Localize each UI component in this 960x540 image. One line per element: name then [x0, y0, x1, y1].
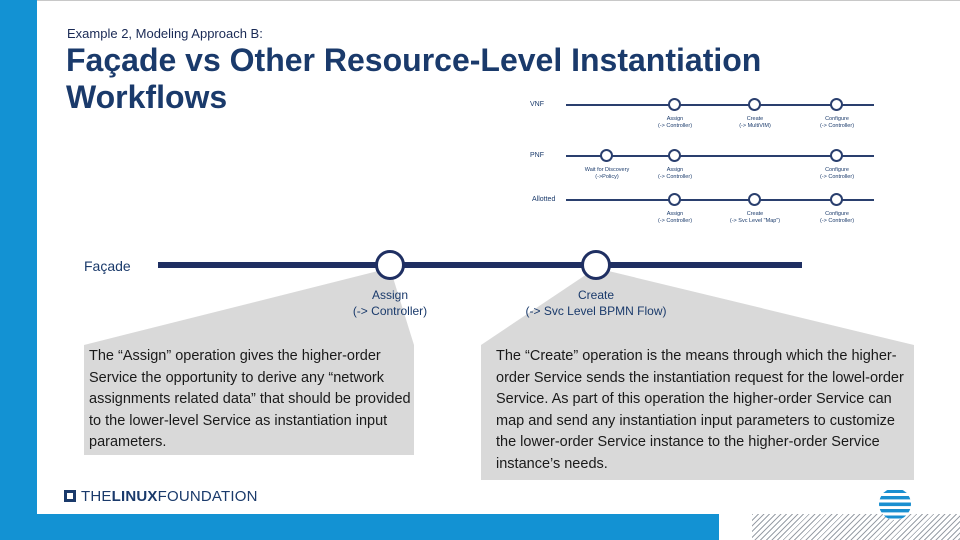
- linux-foundation-logo: [64, 488, 258, 505]
- bottom-accent-bar: [37, 514, 719, 540]
- assign-node-target: (-> Controller): [352, 304, 428, 318]
- logo-prefix: THE: [81, 488, 112, 505]
- slide-subtitle: Example 2, Modeling Approach B:: [67, 26, 263, 41]
- assign-node-name: Assign: [371, 288, 409, 302]
- create-node: [581, 250, 611, 280]
- att-globe-icon: [878, 487, 912, 521]
- vnf-configure-label: Configure (-> Controller): [819, 116, 855, 129]
- facade-timeline: [158, 262, 802, 268]
- vnf-assign-label: Assign (-> Controller): [657, 116, 693, 129]
- allotted-assign-label: Assign (-> Controller): [657, 211, 693, 224]
- create-callout-text: The “Create” operation is the means through which the higher-order Service sends the instantiation request for the lowel-order Service. As part of this operation the higher-order Service can map and send any instantiation input parameters to customize the lower-order Service instance to the higher-order Service instance’s needs.: [496, 348, 904, 472]
- row-label-pnf: PNF: [530, 152, 544, 159]
- pnf-configure-label: Configure (-> Controller): [819, 167, 855, 180]
- assign-node-caption: [330, 287, 450, 319]
- row-label-allotted: Allotted: [532, 196, 556, 203]
- facade-label: Façade: [84, 258, 131, 274]
- vnf-create-label: Create (-> MultiVIM): [739, 116, 771, 129]
- create-node-target: (-> Svc Level BPMN Flow): [525, 304, 667, 318]
- slide-title: Façade vs Other Resource-Level Instantiation Workflows: [66, 42, 762, 115]
- row-label-vnf: VNF: [530, 101, 544, 108]
- bottom-hatch-pattern: [752, 514, 960, 540]
- create-node-name: Create: [577, 288, 615, 302]
- logo-suffix: FOUNDATION: [157, 488, 258, 505]
- linux-foundation-icon: [64, 490, 76, 502]
- allotted-create-label: Create (-> Svc Level "Map"): [729, 211, 781, 224]
- pnf-discovery-label: Wait for Discovery (->Policy): [584, 167, 630, 180]
- assign-node: [375, 250, 405, 280]
- pnf-assign-label: Assign (-> Controller): [657, 167, 693, 180]
- allotted-configure-label: Configure (-> Controller): [819, 211, 855, 224]
- create-node-caption: [511, 287, 681, 319]
- assign-callout-text: The “Assign” operation gives the higher-order Service the opportunity to derive any “network assignments related data” that should be provided to the lower-level Service as instantiation input parameters.: [89, 348, 411, 451]
- logo-bold: LINUX: [111, 488, 158, 505]
